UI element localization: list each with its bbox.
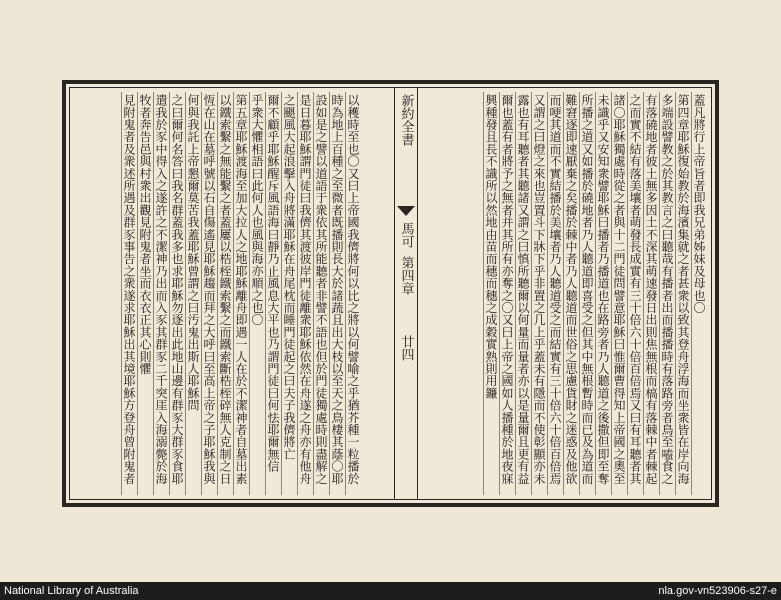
footer-identifier: nla.gov-vn523906-s27-e [658, 585, 777, 597]
text-column: 諸〇耶穌獨處時從之者與十二門徒問譬意耶穌曰惟爾曹得知上帝國之奧至 [611, 92, 627, 495]
text-column: 第五章耶穌渡海至加大拉人之地耶穌離舟即遇一人在於不潔神者自墓出素 [233, 92, 249, 495]
text-column: 有落磽地者彼土無多因土不深其萌速發日出則焦無根而槁有落棘中者棘起 [643, 92, 659, 495]
text-column: 恆在山在墓呼號以石自傷遙見耶穌趨而拜之大呼曰至高上帝之子耶穌我與 [201, 92, 217, 495]
text-column: 而哽其道而不實結播於美壤者乃人聽道受之而結實有三十倍六十倍百倍焉 [547, 92, 563, 495]
text-column: 之曰爾何名答曰我名群蓋我多也求耶穌勿逐出此地山邊有群豕大群豕食耶 [169, 92, 185, 495]
text-column: 露也有耳聽者其聽諸又謂之曰慎所聽爾以何量而量者亦以是量爾且更有益 [515, 92, 531, 495]
text-column: 見附鬼者及衆述所遇及群豕事告之衆遂求耶穌出其境耶穌方登舟曾附鬼者 [121, 92, 137, 495]
footer-credit: National Library of Australia [4, 585, 139, 597]
text-column: 所播之道又如播於磽地者乃人聽道即喜受之但其中無根暫時而已及為道而 [579, 92, 595, 495]
center-fold-column [394, 88, 418, 499]
text-column: 爾也蓋有者將予之無者并其所有亦奪之〇又曰上帝之國如人播種於地夜寐 [499, 92, 515, 495]
text-column: 時為地上百種之至微者既播則長大於諸蔬且出大枝以至天之鳥棲其蔭〇耶 [329, 92, 345, 495]
right-page-text [400, 92, 707, 495]
text-column: 乎衆大懼相語曰此何人也風與海亦順之也〇 [249, 92, 265, 495]
text-column: 爾不顧乎耶穌醒斥風語海曰靜乃止風息大平也乃謂門徒曰何怯耶爾無信 [265, 92, 281, 495]
text-column: 是日暮耶穌謂門徒曰我儕其渡彼岸門徒離衆耶穌依然在舟遂之舟亦有他舟 [297, 92, 313, 495]
text-column: 又謂之曰燈之來也豈置斗下牀下乎非置之几上乎蓋未有隱而不使彰顯亦未 [531, 92, 547, 495]
chapter-label: 第四章 [398, 256, 414, 295]
text-column: 之颶風大起浪擊入舟將滿耶穌在舟尾枕而睡門徒起之曰夫子我儕將亡 [281, 92, 297, 495]
text-frame [62, 80, 719, 507]
text-column: 多端設譬教之於其教言之曰聽哉有播者出而播播時有落路旁者鳥至嗑食之 [659, 92, 675, 495]
footer-bar [0, 582, 781, 600]
text-column: 以穫時至也〇又曰上帝國我儕將何以比之將以何譬喻之乎猶芥種一粒播於 [345, 92, 361, 495]
text-column: 以鐵索繫之無能繫之者蓋屢以梏桎鐵索繫之而鐵索斷梏桎碎無人克制之日 [217, 92, 233, 495]
book-name: 馬可 [398, 222, 414, 248]
text-column: 牧者奔告邑與村衆出觀見附鬼者坐而衣衣正其心則懼 [137, 92, 153, 495]
text-column: 蓋凡將行上帝旨者即我兄弟姊妹及母也〇 [691, 92, 707, 495]
text-column: 何與我託上帝懇爾莫苦我蓋耶穌曾謂之曰汚鬼出斯人耶穌問 [185, 92, 201, 495]
text-column: 遣我於豕中得入之遂許之不潔神乃出而入豕其群豕二千突厓入海溺斃於海 [153, 92, 169, 495]
frame-inner-border [69, 87, 712, 500]
book-title: 新約全書 [398, 94, 414, 146]
text-column: 未識乎又安知衆譬耶穌曰播者乃播道也在路旁者乃人聽道之後撒但即至奪 [595, 92, 611, 495]
page-number: 廿四 [398, 335, 414, 361]
text-column: 之而實不結有落美壤者萌發長成實有三十倍六十倍百倍焉又曰有耳聽者其 [627, 92, 643, 495]
text-column: 興種發且長不識所以然地由苗而穗而穗之成穀實熟則用鐮 [483, 92, 499, 495]
text-column: 難窘逐即速厭棄之矣播於棘中者乃人聽道而世俗之思慮貨財之迷惑及他欲 [563, 92, 579, 495]
fish-tail-mark-icon [397, 206, 415, 216]
left-page-text [74, 92, 361, 495]
text-column: 設如是之譬以道語于衆依其所能聽者非譬不語也但於門徒獨處時則盡解之 [313, 92, 329, 495]
text-column: 第四章耶穌復始教於海濱集就之者甚衆以致其登舟浮海而坐衆皆在岸向海 [675, 92, 691, 495]
